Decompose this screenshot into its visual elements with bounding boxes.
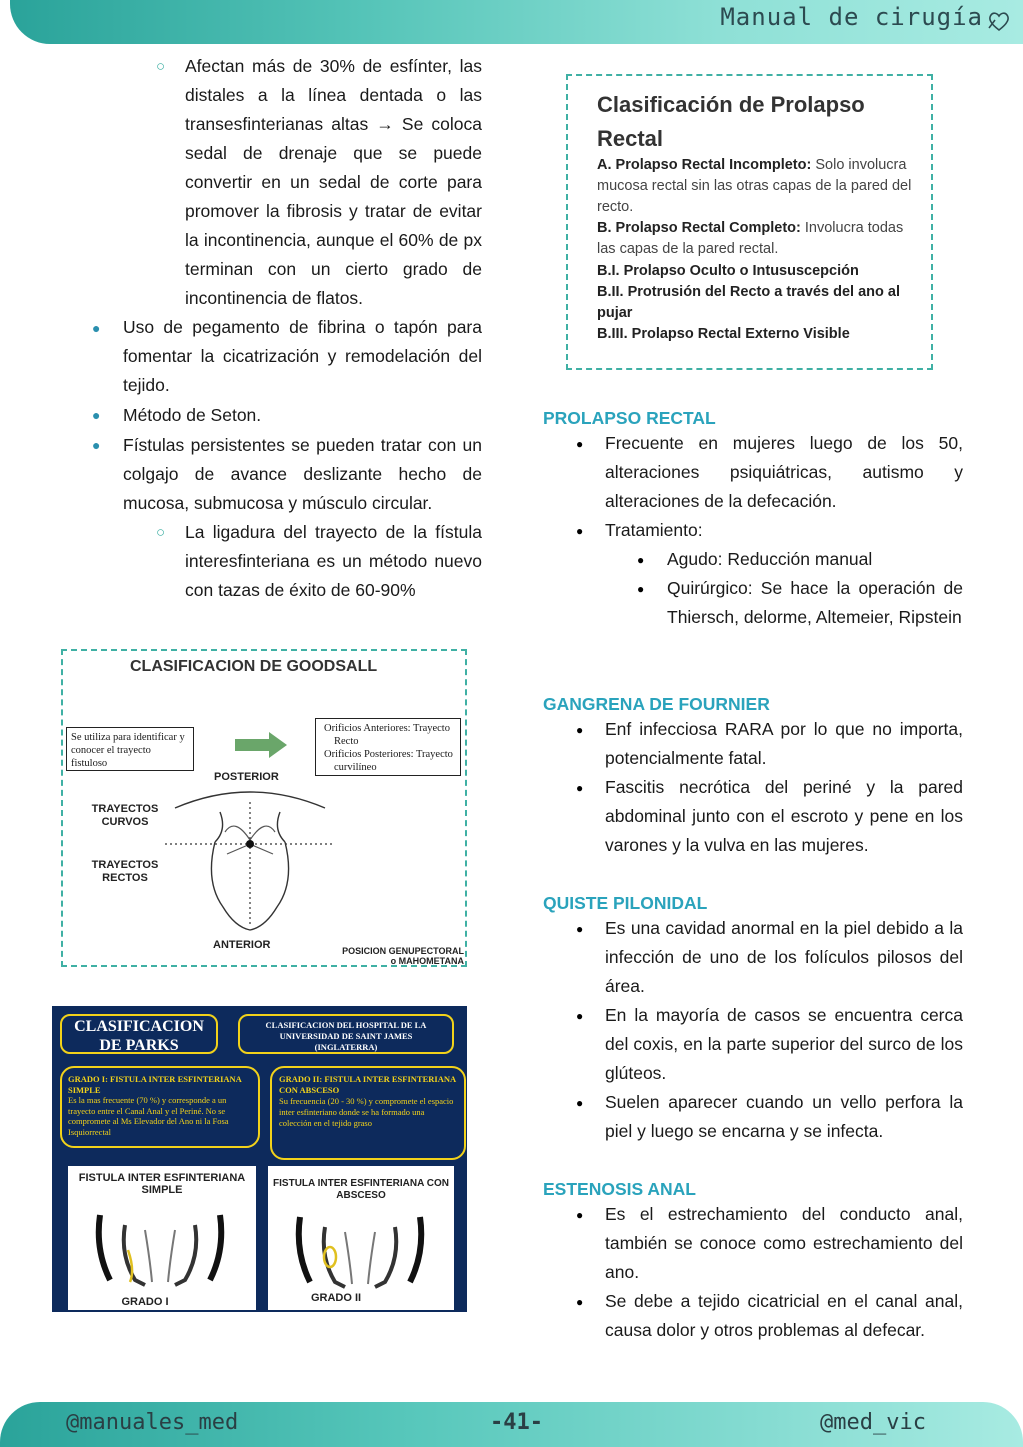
bullet-icon: ● [637,553,645,567]
goodsall-body-illustration [165,782,335,934]
bullet-icon: ● [576,1208,584,1222]
parks-grado1-box [60,1066,260,1148]
fournier-heading: GANGRENA DE FOURNIER [543,694,770,714]
goodsall-rectos: TRAYECTOS RECTOS [91,859,159,884]
parks-img1-grade: GRADO I [121,1296,169,1308]
prolapso-heading: PROLAPSO RECTAL [543,408,716,428]
goodsall-note-1: Orificios Anteriores: Trayecto Recto [324,723,450,747]
parks-grado2-box [270,1066,466,1160]
left-item-4: Fístulas persistentes se pueden tratar con un colgajo de avance deslizante hecho de mucosa, submucosa y músculo circular. [123,435,482,513]
bullet-icon: ● [637,582,645,596]
bullet-icon: ● [576,1009,584,1023]
parks-grado1-text: Es la mas frecuente (70 %) y corresponde a un trayecto entre el Canal Anal y el Periné. No se compromete al Ms Elevador del Ano ni la Fosa Isquiorrectal [68,1095,229,1137]
prolapso-a [597,155,923,218]
circle-bullet-icon: ○ [156,58,166,75]
goodsall-anterior: ANTERIOR [213,939,271,951]
parks-img2-caption: FISTULA INTER ESFINTERIANA CON ABSCESO [273,1178,449,1201]
bullet-icon: ● [92,320,101,336]
parks-img1-caption: FISTULA INTER ESFINTERIANA SIMPLE [78,1172,246,1196]
fournier-item-1: Enf infecciosa RARA por lo que no importa, potencialmente fatal. [605,719,963,768]
pilonidal-item-3: Suelen aparecer cuando un vello perfora la piel y luego se encarna y se infecta. [605,1092,963,1141]
prolapso-sub-1: Agudo: Reducción manual [667,549,873,569]
prolapso-sub-2: Quirúrgico: Se hace la operación de Thiersch, delorme, Altemeier, Ripstein [667,578,963,627]
parks-grado2-title: GRADO II: FISTULA INTER ESFINTERIANA CON ABSCESO [279,1074,456,1095]
estenosis-item-1: Es el estrechamiento del conducto anal, también se conoce como estrechamiento del ano. [605,1204,963,1282]
bullet-icon: ● [576,723,584,737]
arrow-right-icon [235,732,287,758]
page-number: -41- [490,1410,543,1435]
header-title: Manual de cirugía [720,3,983,31]
prolapso-b2: B.II. Protrusión del Recto a través del ano al pujar [597,284,900,321]
bullet-icon: ● [576,922,584,936]
prolapso-b [597,218,923,260]
prolapso-a-label: A. Prolapso Rectal Incompleto: [597,157,812,173]
prolapso-a-text: Solo involucra mucosa rectal sin las otras capas de la pared del recto. [597,157,912,215]
anal-canal-illustration-1 [90,1210,230,1290]
pilonidal-item-2: En la mayoría de casos se encuentra cerca del coxis, en la parte superior del surco de los glúteos. [605,1005,963,1083]
fournier-item-2: Fascitis necrótica del periné y la pared abdominal junto con el escroto y pene en los varones y la vulva en las mujeres. [605,777,963,855]
parks-title: CLASIFICACION DE PARKS [60,1014,218,1054]
estenosis-heading: ESTENOSIS ANAL [543,1179,696,1199]
circle-bullet-icon: ○ [156,524,166,541]
parks-grado1-title: GRADO I: FISTULA INTER ESFINTERIANA SIMPLE [68,1074,242,1095]
pilonidal-item-1: Es una cavidad anormal en la piel debido a la infección de uno de los folículos pilosos del área. [605,918,963,996]
bullet-icon: ● [576,1096,584,1110]
heart-pen-icon [985,6,1013,34]
bullet-icon: ● [576,781,584,795]
estenosis-item-2: Se debe a tejido cicatricial en el canal anal, causa dolor y otros problemas al defecar. [605,1291,963,1340]
goodsall-posterior: POSTERIOR [214,771,279,783]
goodsall-title: CLASIFICACION DE GOODSALL [130,658,378,675]
goodsall-curvos: TRAYECTOS CURVOS [91,803,159,828]
anal-canal-illustration-2 [290,1212,430,1292]
bullet-icon: ● [576,437,584,451]
goodsall-note-2: Orificios Posteriores: Trayecto curvilíneo [324,749,453,773]
prolapso-item-2: Tratamiento: [605,520,703,540]
goodsall-right-note [315,718,461,776]
bullet-icon: ● [92,407,101,423]
footer-right-handle: @med_vic [820,1410,926,1435]
parks-hospital: CLASIFICACION DEL HOSPITAL DE LA UNIVERSIDAD DE SAINT JAMES (INGLATERRA) [238,1014,454,1054]
left-item-3: Método de Seton. [123,405,262,425]
left-item-2: Uso de pegamento de fibrina o tapón para fomentar la cicatrización y remodelación del tejido. [123,317,482,395]
prolapso-b-label: B. Prolapso Rectal Completo: [597,220,801,236]
left-item-1: Afectan más de 30% de esfínter, las distales a la línea dentada o las transesfinterianas altas → Se coloca sedal de drenaje que se puede convertir en un sedal de corte para promover la fibrosis y tratar de evitar la incontinencia, aunque el 60% de px terminan con un cierto grado de incontinencia de flatos. [185,56,482,308]
parks-grado2-text: Su frecuencia (20 - 30 %) y compromete el espacio inter esfinteriano donde se ha formado una colección en el tejido graso [279,1096,454,1128]
footer-left-handle: @manuales_med [66,1410,239,1435]
pilonidal-heading: QUISTE PILONIDAL [543,893,708,913]
bullet-icon: ● [92,437,101,453]
bullet-icon: ● [576,524,584,538]
prolapso-box-title: Clasificación de Prolapso Rectal [597,92,865,151]
left-item-5: La ligadura del trayecto de la fístula interesfinteriana es un método nuevo con tazas de éxito de 60-90% [185,522,482,600]
prolapso-b3: B.III. Prolapso Rectal Externo Visible [597,326,850,342]
prolapso-item-1: Frecuente en mujeres luego de los 50, alteraciones psiquiátricas, autismo y alteraciones de la defecación. [605,433,963,511]
prolapso-b1: B.I. Prolapso Oculto o Intususcepción [597,263,859,279]
bullet-icon: ● [576,1295,584,1309]
goodsall-left-note: Se utiliza para identificar y conocer el trayecto fistuloso [66,727,194,771]
parks-img2-grade: GRADO II [310,1292,362,1304]
goodsall-posicion: POSICION GENUPECTORAL o MAHOMETANA [342,946,464,966]
prolapso-b-text: Involucra todas las capas de la pared rectal. [597,220,904,257]
